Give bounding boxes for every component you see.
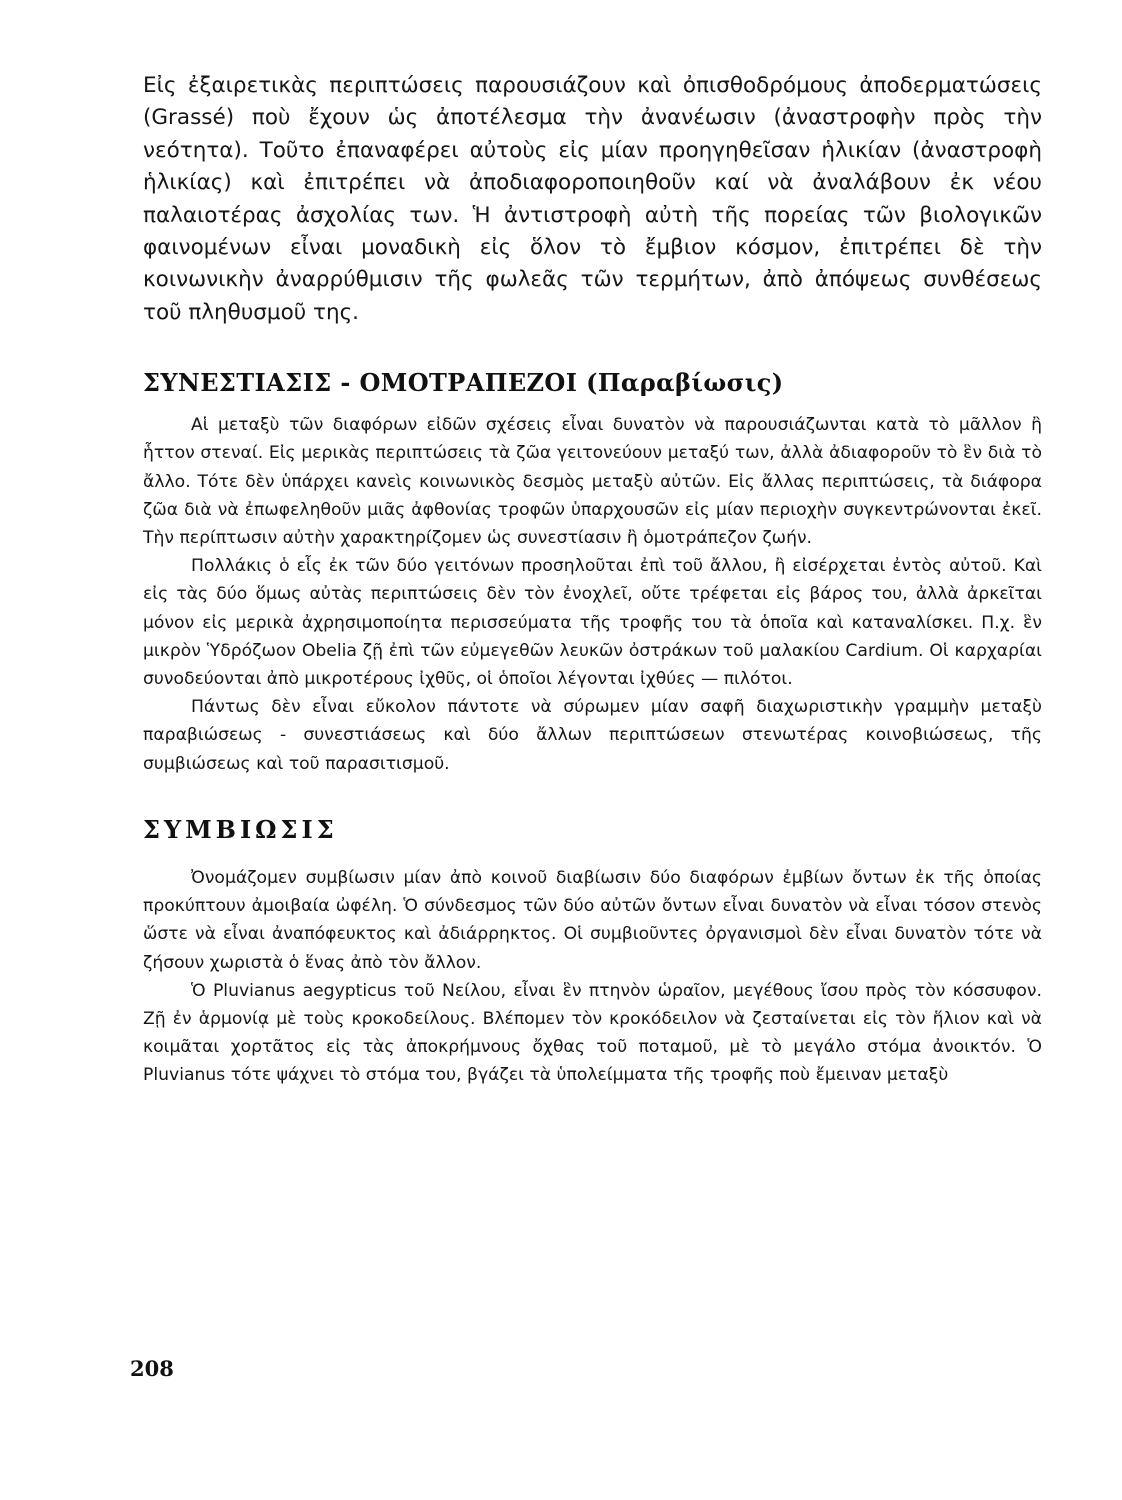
intro-paragraph: Εἰς ἐξαιρετικὰς περιπτώσεις παρουσιάζουν καὶ ὀπισθοδρόμους ἀποδερματώσεις (Grassé) ποὺ ἔχουν ὡς ἀποτέλεσμα τὴν ἀνανέωσιν (ἀναστροφὴν πρὸς τὴν νεότητα). Τοῦτο ἐπαναφέρει αὐτοὺς εἰς μίαν προηγηθεῖσαν ἡλικίαν (ἀναστροφὴ ἡλικίας) καὶ ἐπιτρέπει νὰ ἀποδιαφοροποιηθοῦν καί νὰ ἀναλάβουν ἐκ νέου παλαιοτέρας ἀσχολίας των. Ἡ ἀντιστροφὴ αὐτὴ τῆς πορείας τῶν βιολογικῶν φαινομένων εἶναι μοναδικὴ εἰς ὅλον τὸ ἔμβιον κόσμον, ἐπιτρέπει δὲ τὴν κοινωνικὴν ἀναρρύθμισιν τῆς φωλεᾶς τῶν τερμήτων, ἀπὸ ἀπόψεως συνθέσεως τοῦ πληθυσμοῦ της. xyxy=(143,73,1042,325)
paragraph: Αἱ μεταξὺ τῶν διαφόρων εἰδῶν σχέσεις εἶναι δυνατὸν νὰ παρουσιάζωνται κατὰ τὸ μᾶλλον ἢ ἧττον στεναί. Εἰς μερικὰς περιπτώσεις τὰ ζῶα γειτονεύουν μεταξύ των, ἀλλὰ ἀδιαφοροῦν τὸ ἓν διὰ τὸ ἄλλο. Τότε δὲν ὑπάρχει κανεὶς κοινωνικὸς δεσμὸς μεταξὺ αὐτῶν. Εἰς ἄλλας περιπτώσεις, τὰ διάφορα ζῶα διὰ νὰ ἐπωφεληθοῦν μιᾶς ἀφθονίας τροφῶν ὑπαρχουσῶν εἰς μίαν περιοχὴν συγκεντρώνονται ἐκεῖ. Τὴν περίπτωσιν αὐτὴν χαρακτηρίζομεν ὡς συνεστίασιν ἢ ὁμοτράπεζον ζωήν. xyxy=(143,415,1042,549)
page-number: 208 xyxy=(130,1356,174,1381)
section-title-synestiasis: ΣΥΝΕΣΤΙΑΣΙΣ - ΟΜΟΤΡΑΠΕΖΟΙ (Παραβίωσις) xyxy=(143,368,784,398)
paragraph: Πολλάκις ὁ εἷς ἐκ τῶν δύο γειτόνων προσηλοῦται ἐπὶ τοῦ ἄλλου, ἢ εἰσέρχεται ἐντὸς αὐτοῦ. Καὶ εἰς τὰς δύο ὅμως αὐτὰς περιπτώσεις δὲν τὸν ἐνοχλεῖ, οὔτε τρέφεται εἰς βάρος του, ἀλλὰ ἀρκεῖται μόνον εἰς μερικὰ ἀχρησιμοποίητα περισσεύματα τῆς τροφῆς του τὰ ὁποῖα καὶ καταναλίσκει. Π.χ. ἓν μικρὸν Ὑδρόζωον Obelia ζῇ ἐπὶ τῶν εὐμεγεθῶν λευκῶν ὀστράκων τοῦ μαλακίου Cardium. Οἱ καρχαρίαι συνοδεύονται ἀπὸ μικροτέρους ἰχθῦς, οἱ ὁποῖοι λέγονται ἰχθύες — πιλότοι. xyxy=(143,556,1042,690)
section-body-symbiosis xyxy=(143,864,1042,1090)
paragraph: Πάντως δὲν εἶναι εὔκολον πάντοτε νὰ σύρωμεν μίαν σαφῆ διαχωριστικὴν γραμμὴν μεταξὺ παραβιώσεως - συνεστιάσεως καὶ δύο ἄλλων περιπτώσεων στενωτέρας κοινοβιώσεως, τῆς συμβιώσεως καὶ τοῦ παρασιτισμοῦ. xyxy=(143,697,1042,774)
section-title-symbiosis: ΣΥΜΒΙΩΣΙΣ xyxy=(143,814,338,844)
paragraph: Ὁ Pluvianus aegypticus τοῦ Νείλου, εἶναι ἓν πτηνὸν ὡραῖον, μεγέθους ἴσου πρὸς τὸν κόσσυφον. Ζῇ ἐν ἁρμονίᾳ μὲ τοὺς κροκοδείλους. Βλέπομεν τὸν κροκόδειλον νὰ ζεσταίνεται εἰς τὸν ἥλιον καὶ νὰ κοιμᾶται χορτᾶτος εἰς τὰς ἀποκρήμνους ὄχθας τοῦ ποταμοῦ, μὲ τὸ μεγάλο στόμα ἀνοικτόν. Ὁ Pluvianus τότε ψάχνει τὸ στόμα του, βγάζει τὰ ὑπολείμματα τῆς τροφῆς ποὺ ἔμειναν μεταξὺ xyxy=(143,980,1042,1086)
section-body-synestiasis xyxy=(143,411,1042,778)
paragraph: Ὀνομάζομεν συμβίωσιν μίαν ἀπὸ κοινοῦ διαβίωσιν δύο διαφόρων ἐμβίων ὄντων ἐκ τῆς ὁποίας προκύπτουν ἀμοιβαία ὠφέλη. Ὁ σύνδεσμος τῶν δύο αὐτῶν ὄντων εἶναι δυνατὸν νὰ εἶναι τόσον στενὸς ὥστε νὰ εἶναι ἀναπόφευκτος καὶ ἀδιάρρηκτος. Οἱ συμβιοῦντες ὀργανισμοὶ δὲν εἶναι δυνατὸν τότε νὰ ζήσουν χωριστὰ ὁ ἕνας ἀπὸ τὸν ἄλλον. xyxy=(143,867,1042,973)
